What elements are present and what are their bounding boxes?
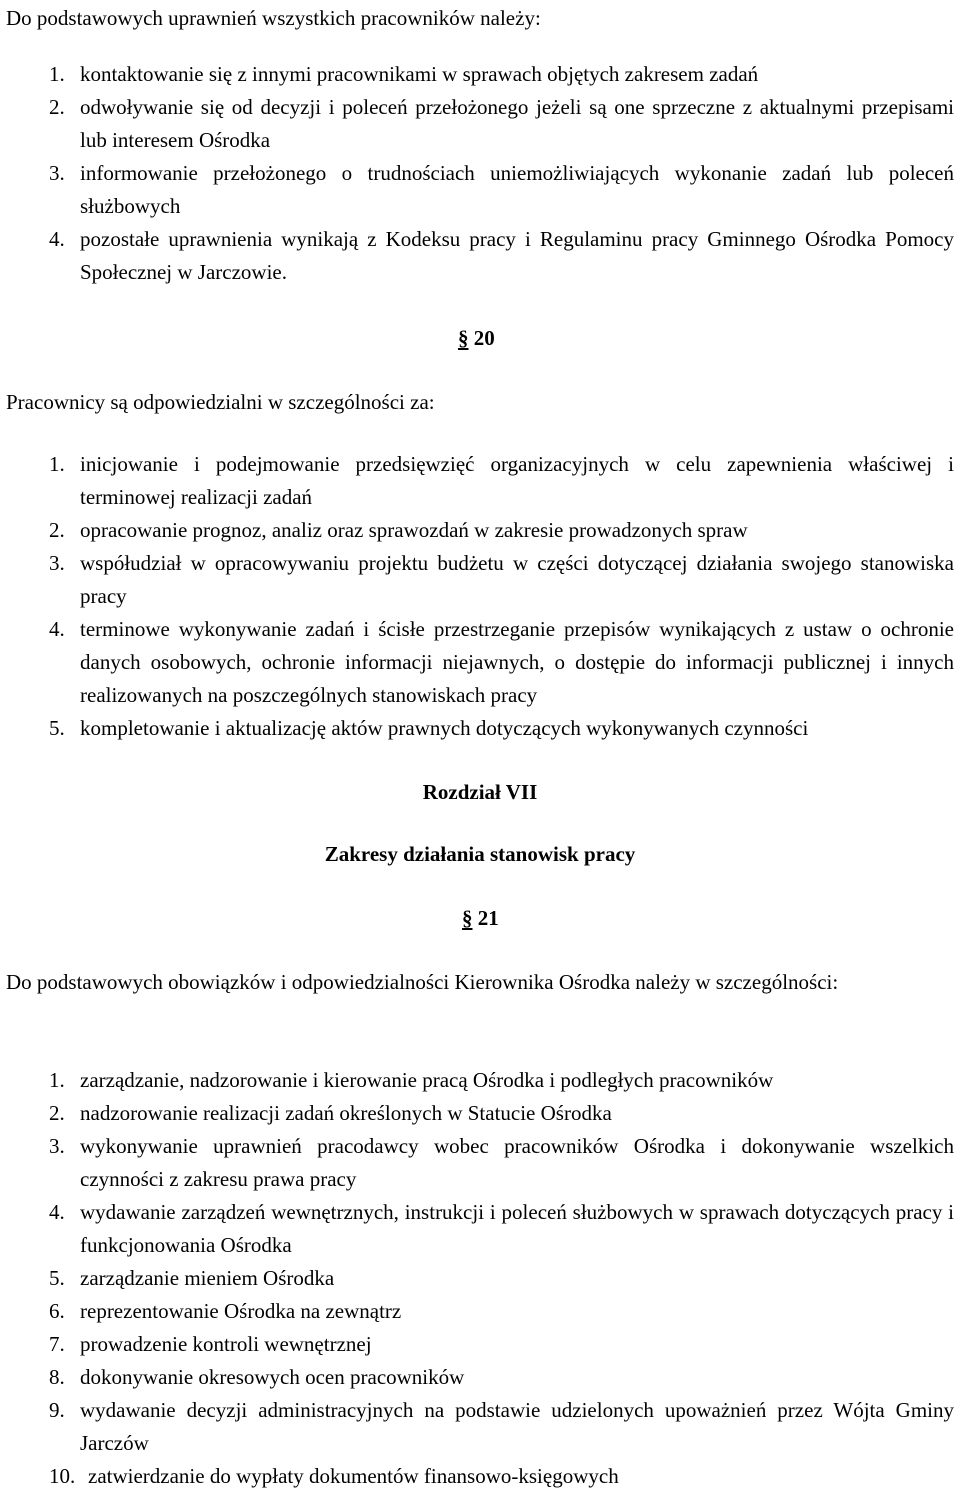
- section3-list: [0, 1064, 954, 1493]
- item-text: kontaktowanie się z innymi pracownikami w sprawach objętych zakresem zadań: [80, 62, 759, 86]
- list-item: [0, 1295, 954, 1328]
- item-text: reprezentowanie Ośrodka na zewnątrz: [80, 1299, 402, 1323]
- item-text: pozostałe uprawnienia wynikają z Kodeksu pracy i Regulaminu pracy Gminnego Ośrodka Pomocy Społecznej w Jarczowie.: [80, 227, 954, 284]
- list-item: [0, 448, 954, 514]
- item-number: 3.: [49, 161, 65, 185]
- item-text: prowadzenie kontroli wewnętrznej: [80, 1332, 372, 1356]
- item-text: wykonywanie uprawnień pracodawcy wobec pracowników Ośrodka i dokonywanie wszelkich czynności z zakresu prawa pracy: [80, 1134, 954, 1191]
- item-text: kompletowanie i aktualizację aktów prawnych dotyczących wykonywanych czynności: [80, 716, 809, 740]
- section-sign: §: [458, 326, 469, 350]
- item-number: 2.: [49, 518, 65, 542]
- item-number: 2.: [49, 1101, 65, 1125]
- paragraph-number: 21: [477, 906, 499, 930]
- list-item: [0, 514, 954, 547]
- item-text: opracowanie prognoz, analiz oraz sprawozdań w zakresie prowadzonych spraw: [80, 518, 748, 542]
- paragraph-number: 20: [473, 326, 495, 350]
- list-item: [0, 712, 954, 745]
- item-text: terminowe wykonywanie zadań i ścisłe przestrzeganie przepisów wynikających z ustaw o ochronie danych osobowych, ochronie informacji niejawnych, o dostępie do informacji publicznej i innych realizowanych na poszczególnych stanowiskach pracy: [80, 617, 954, 707]
- item-text: zarządzanie, nadzorowanie i kierowanie pracą Ośrodka i podległych pracowników: [80, 1068, 774, 1092]
- list-item: [0, 1460, 954, 1493]
- list-item: [0, 1361, 954, 1394]
- item-number: 1.: [49, 62, 65, 86]
- item-text: zarządzanie mieniem Ośrodka: [80, 1266, 335, 1290]
- list-item: [0, 223, 954, 289]
- item-text: dokonywanie okresowych ocen pracowników: [80, 1365, 465, 1389]
- list-item: [0, 1196, 954, 1262]
- item-number: 9.: [49, 1398, 65, 1422]
- item-number: 1.: [49, 1068, 65, 1092]
- item-number: 5.: [49, 1266, 65, 1290]
- item-text: inicjowanie i podejmowanie przedsięwzięć organizacyjnych w celu zapewnienia właściwej i terminowej realizacji zadań: [80, 452, 954, 509]
- item-number: 3.: [49, 551, 65, 575]
- list-item: [0, 1394, 954, 1460]
- list-item: [0, 1328, 954, 1361]
- item-text: nadzorowanie realizacji zadań określonych w Statucie Ośrodka: [80, 1101, 612, 1125]
- list-item: [0, 613, 954, 712]
- section2-list: [0, 448, 954, 745]
- list-item: [0, 547, 954, 613]
- item-number: 6.: [49, 1299, 65, 1323]
- list-item: [0, 1097, 954, 1130]
- item-text: współudział w opracowywaniu projektu budżetu w części dotyczącej działania swojego stanowiska pracy: [80, 551, 954, 608]
- list-item: [0, 58, 954, 91]
- section-sign: §: [462, 906, 473, 930]
- paragraph-20-heading: [458, 322, 495, 355]
- item-number: 3.: [49, 1134, 65, 1158]
- item-text: wydawanie decyzji administracyjnych na podstawie udzielonych upoważnień przez Wójta Gminy Jarczów: [80, 1398, 954, 1455]
- section1-intro: Do podstawowych uprawnień wszystkich pracowników należy:: [6, 6, 541, 30]
- item-text: odwoływanie się od decyzji i poleceń przełożonego jeżeli są one sprzeczne z aktualnymi przepisami lub interesem Ośrodka: [80, 95, 954, 152]
- item-number: 4.: [49, 1200, 65, 1224]
- item-number: 10.: [49, 1464, 76, 1488]
- section3-intro: Do podstawowych obowiązków i odpowiedzialności Kierownika Ośrodka należy w szczególności:: [6, 970, 839, 994]
- list-item: [0, 1262, 954, 1295]
- item-number: 2.: [49, 95, 65, 119]
- section1-list: [0, 58, 954, 289]
- list-item: [0, 157, 954, 223]
- item-number: 1.: [49, 452, 65, 476]
- item-number: 8.: [49, 1365, 65, 1389]
- paragraph-21-heading: [462, 902, 499, 935]
- chapter-title: Rozdział VII: [422, 780, 538, 804]
- chapter-subtitle: Zakresy działania stanowisk pracy: [324, 842, 636, 866]
- item-text: wydawanie zarządzeń wewnętrznych, instrukcji i poleceń służbowych w sprawach dotyczących pracy i funkcjonowania Ośrodka: [80, 1200, 954, 1257]
- list-item: [0, 91, 954, 157]
- item-text: zatwierdzanie do wypłaty dokumentów finansowo-księgowych: [88, 1464, 619, 1488]
- list-item: [0, 1064, 954, 1097]
- item-text: informowanie przełożonego o trudnościach uniemożliwiających wykonanie zadań lub poleceń służbowych: [80, 161, 954, 218]
- list-item: [0, 1130, 954, 1196]
- item-number: 4.: [49, 617, 65, 641]
- item-number: 5.: [49, 716, 65, 740]
- section2-intro: Pracownicy są odpowiedzialni w szczególności za:: [6, 390, 435, 414]
- item-number: 4.: [49, 227, 65, 251]
- item-number: 7.: [49, 1332, 65, 1356]
